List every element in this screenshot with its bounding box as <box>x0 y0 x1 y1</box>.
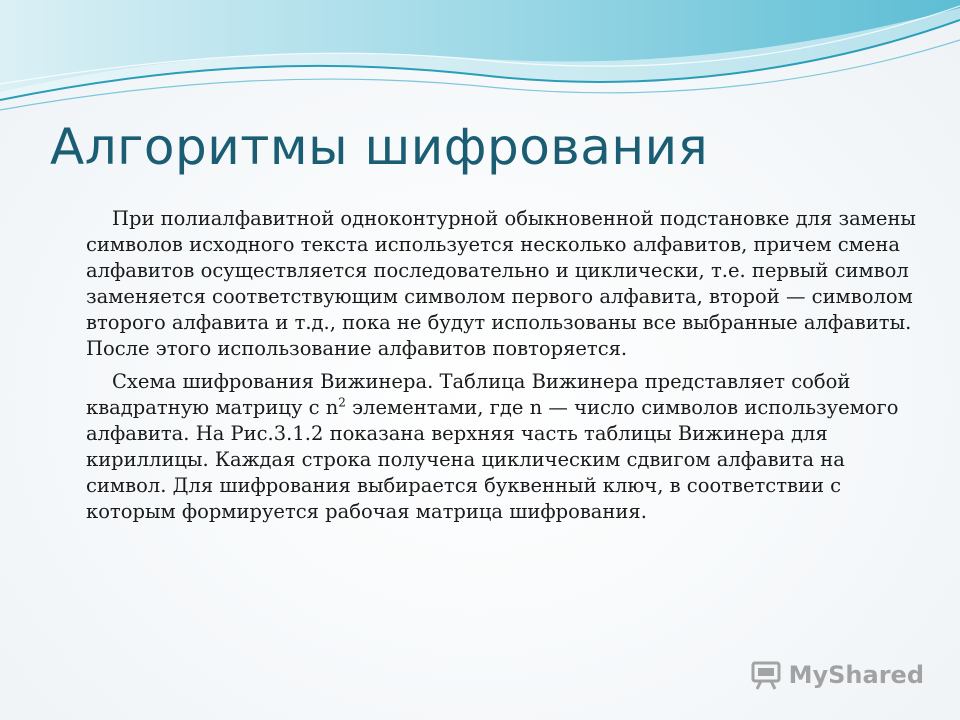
presentation-board-icon <box>749 658 783 692</box>
slide-body <box>86 206 916 525</box>
watermark <box>749 658 924 692</box>
watermark-text: MyShared <box>788 661 924 689</box>
paragraph-2-part-2: элементами, где n — число символов используемого алфавита. На Рис.3.1.2 показана верхняя часть таблицы Вижинера для кириллицы. Каждая строка получена циклическим сдвигом алфавита на символ. Для шифрования выбирается буквенный ключ, в соответствии с которым формируется рабочая матрица шифрования. <box>86 396 899 523</box>
slide-title: Алгоритмы шифрования <box>50 118 709 176</box>
paragraph-2 <box>86 369 916 525</box>
paragraph-2-part-1: Схема шифрования Вижинера. Таблица Вижинера представляет собой квадратную матрицу с n <box>86 370 851 419</box>
superscript: 2 <box>338 395 346 410</box>
paragraph-1: При полиалфавитной одноконтурной обыкновенной подстановке для замены символов исходного текста используется несколько алфавитов, причем смена алфавитов осуществляется последовательно и циклически, т.е. первый символ заменяется соответствующим символом первого алфавита, второй — символом второго алфавита и т.д., пока не будут использованы все выбранные алфавиты. После этого использование алфавитов повторяется. <box>86 207 916 360</box>
